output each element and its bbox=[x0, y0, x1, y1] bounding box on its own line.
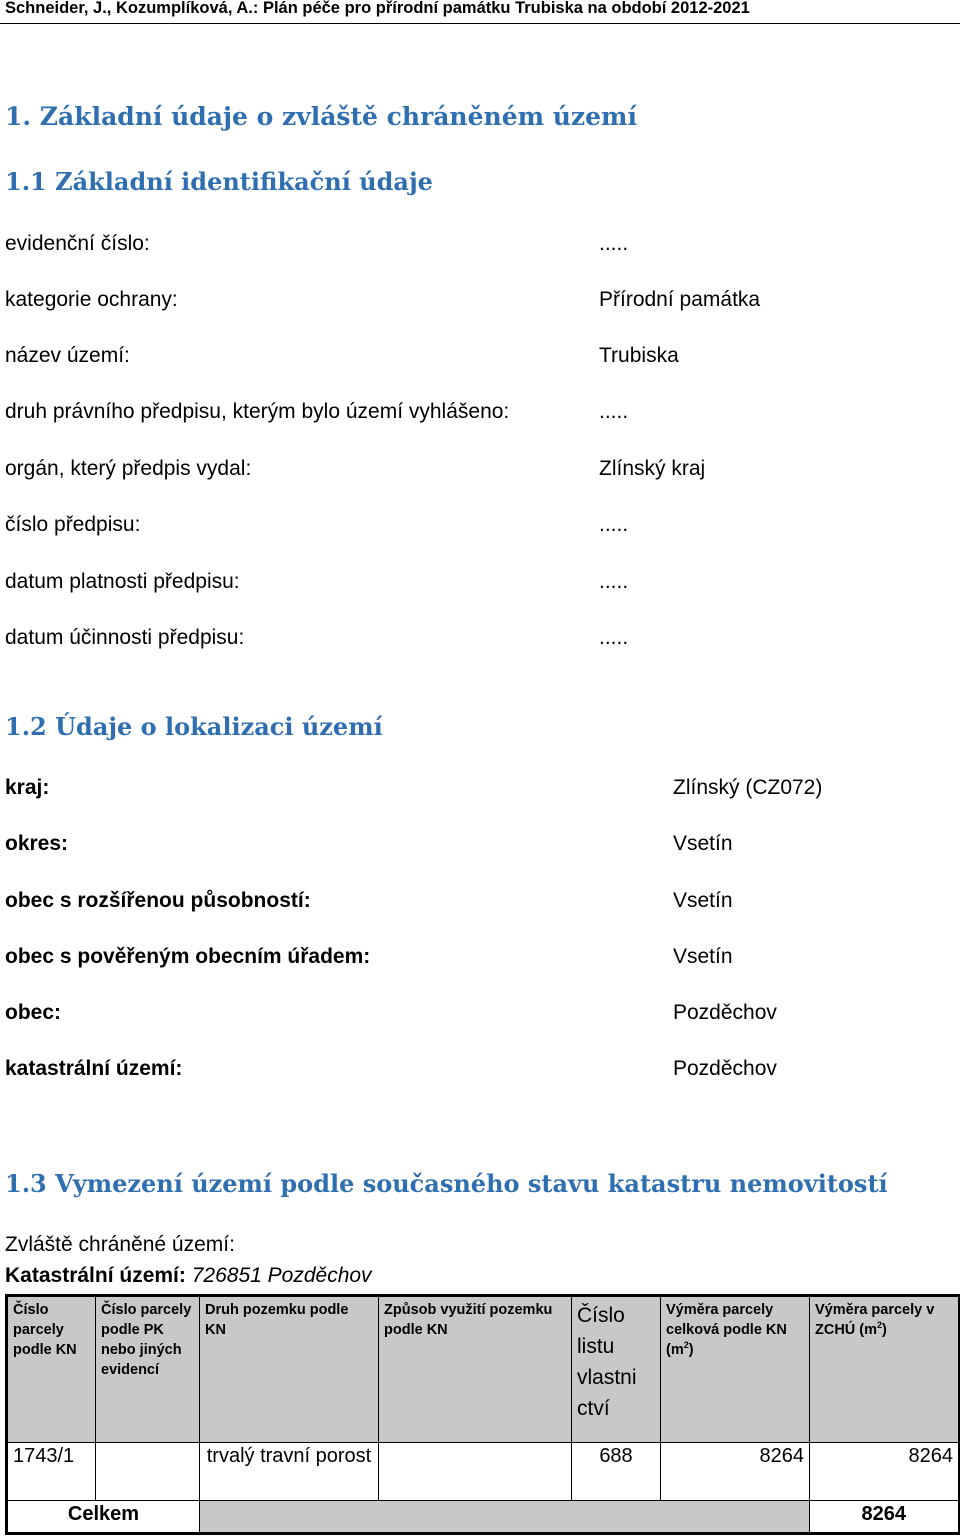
total-label: Celkem bbox=[7, 1501, 200, 1534]
location-row-value: Pozděchov bbox=[673, 1057, 777, 1080]
id-row-value: Zlínský kraj bbox=[599, 457, 706, 480]
protected-area-subtitle: Zvláště chráněné území: bbox=[5, 1233, 235, 1256]
header-area-zchu-text: Výměra parcely v ZCHÚ (m bbox=[815, 1302, 935, 1338]
header-parcel-pk: Číslo parcely podle PK nebo jiných evidencí bbox=[96, 1296, 200, 1443]
parcel-table bbox=[5, 1294, 960, 1535]
id-row-label: druh právního předpisu, kterým bylo území vyhlášeno: bbox=[5, 400, 510, 423]
id-row-value: ..... bbox=[599, 570, 629, 593]
table-total-row bbox=[7, 1501, 960, 1534]
cell-area-total: 8264 bbox=[661, 1443, 810, 1501]
location-row-value: Vsetín bbox=[673, 889, 733, 912]
header-area-total-end: ) bbox=[688, 1342, 694, 1358]
header-area-total-text: Výměra parcely celková podle KN (m bbox=[666, 1302, 787, 1358]
section-1-1-title: 1.1 Základní identifikační údaje bbox=[5, 167, 433, 196]
id-row-label: datum účinnosti předpisu: bbox=[5, 626, 245, 649]
header-area-total-sup: 2 bbox=[683, 1340, 689, 1351]
id-row-label: evidenční číslo: bbox=[5, 232, 150, 255]
location-row-label: kraj: bbox=[5, 776, 50, 799]
location-row-label: obec: bbox=[5, 1001, 62, 1024]
cell-area-zchu: 8264 bbox=[810, 1443, 960, 1501]
location-row-label: katastrální území: bbox=[5, 1057, 183, 1080]
id-row-value: Přírodní památka bbox=[599, 288, 761, 311]
header-area-zchu-sup: 2 bbox=[877, 1320, 883, 1331]
cadastre-value: 726851 Pozděchov bbox=[191, 1264, 372, 1287]
id-row-label: orgán, který předpis vydal: bbox=[5, 457, 252, 480]
location-row-value: Vsetín bbox=[673, 832, 733, 855]
id-row-label: název území: bbox=[5, 344, 130, 367]
total-value: 8264 bbox=[810, 1501, 960, 1534]
table-row bbox=[7, 1443, 960, 1501]
location-row-value: Zlínský (CZ072) bbox=[673, 776, 823, 799]
id-row-label: kategorie ochrany: bbox=[5, 288, 178, 311]
section-1-3-title: 1.3 Vymezení území podle současného stavu katastru nemovitostí bbox=[5, 1169, 888, 1198]
location-row-label: obec s rozšířenou působností: bbox=[5, 889, 311, 912]
id-row-value: ..... bbox=[599, 400, 629, 423]
id-row-value: ..... bbox=[599, 513, 629, 536]
cell-parcel-kn: 1743/1 bbox=[7, 1443, 96, 1501]
header-text: Schneider, J., Kozumplíková, A.: Plán péče pro přírodní památku Trubiska na období 2012-2021 bbox=[5, 0, 750, 17]
header-land-use: Způsob využití pozemku podle KN bbox=[379, 1296, 572, 1443]
cell-parcel-pk bbox=[96, 1443, 200, 1501]
id-row-label: datum platnosti předpisu: bbox=[5, 570, 240, 593]
cadastre-label: Katastrální území: bbox=[5, 1264, 186, 1287]
header-area-zchu-end: ) bbox=[882, 1322, 887, 1338]
header-land-type: Druh pozemku podle KN bbox=[200, 1296, 379, 1443]
cell-land-type: trvalý travní porost bbox=[200, 1443, 379, 1501]
section-1-title: 1. Základní údaje o zvláště chráněném území bbox=[5, 102, 637, 131]
location-row-value: Vsetín bbox=[673, 945, 733, 968]
header-area-total bbox=[661, 1296, 810, 1443]
id-row-value: ..... bbox=[599, 626, 629, 649]
section-1-2-title: 1.2 Údaje o lokalizaci území bbox=[5, 712, 383, 741]
cell-land-use bbox=[379, 1443, 572, 1501]
location-row-label: obec s pověřeným obecním úřadem: bbox=[5, 945, 371, 968]
header-parcel-kn: Číslo parcely podle KN bbox=[7, 1296, 96, 1443]
parcel-table-header bbox=[7, 1296, 960, 1443]
id-row-value: ..... bbox=[599, 232, 629, 255]
header-area-zchu bbox=[810, 1296, 960, 1443]
location-row-label: okres: bbox=[5, 832, 69, 855]
id-row-value: Trubiska bbox=[599, 344, 679, 367]
cell-lv: 688 bbox=[572, 1443, 661, 1501]
cadastre-line bbox=[5, 1264, 372, 1288]
total-spacer bbox=[200, 1501, 810, 1534]
page-header bbox=[0, 0, 960, 24]
id-row-label: číslo předpisu: bbox=[5, 513, 141, 536]
header-lv: Číslo listu vlastni ctví bbox=[572, 1296, 661, 1443]
location-row-value: Pozděchov bbox=[673, 1001, 777, 1024]
